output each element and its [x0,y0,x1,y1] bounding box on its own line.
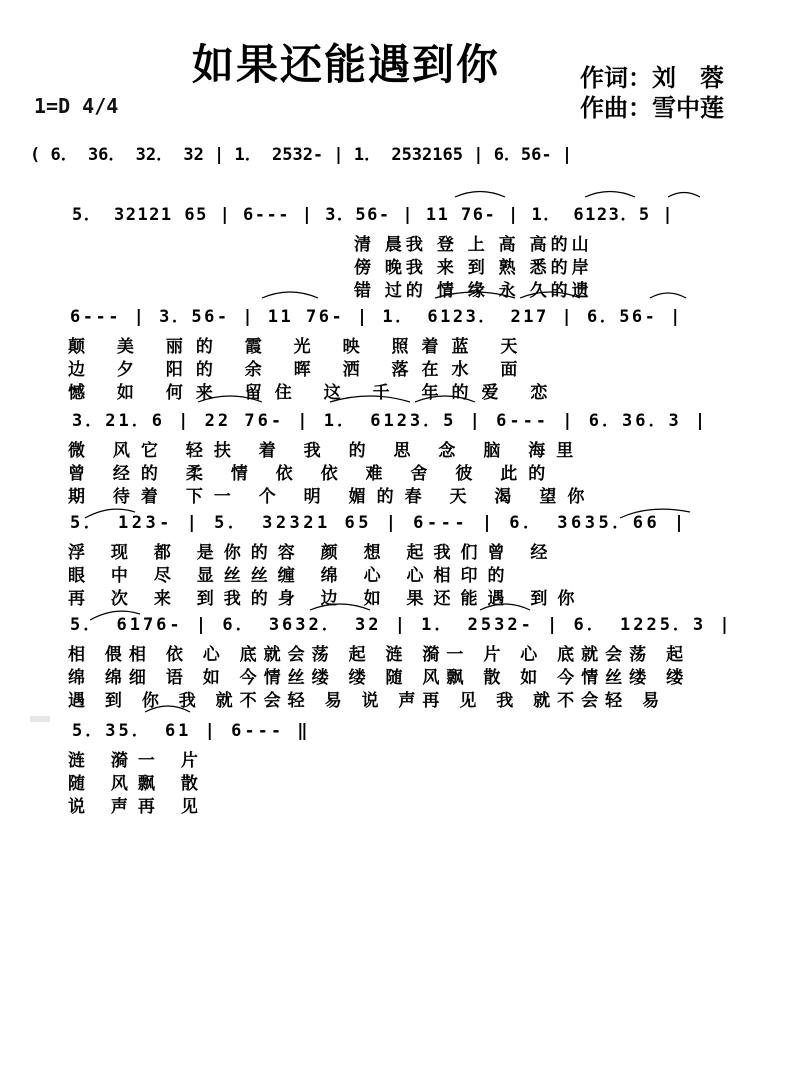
lyric-line: 说 声再 见 [68,797,208,817]
lyric-line: 错 过的 情 缘 永 久的遗 [354,281,593,301]
slur [455,192,505,198]
composer-credit: 作曲：雪中莲 [580,94,724,122]
song-title: 如果还能遇到你 [192,40,501,89]
lyric-line: 期 待着 下一 个 明 媚的春 天 渴 望你 [68,487,596,507]
notation-line: 5． 6176- | 6． 3632． 32 | 1． 2532- | 6． 1225．3 | [70,615,733,635]
lyric-line: 傍 晚我 来 到 熟 悉的岸 [354,258,593,278]
lyricist-credit: 作词：刘 蓉 [580,64,724,92]
lyric-line: 相 偎相 依 心 底就会荡 起 涟 漪一 片 心 底就会荡 起 [68,645,691,665]
lyric-line: 遇 到 你 我 就不会轻 易 说 声再 见 我 就不会轻 易 [68,691,667,711]
slur [585,192,635,198]
notation-line: ( 6． 36． 32． 32 | 1． 2532- | 1． 2532165 | 6．56- | [30,145,573,165]
scan-smudge [30,716,50,722]
lyric-line: 眼 中 尽 显丝丝缠 绵 心 心相印的 [68,566,515,586]
lyric-line: 绵 绵细 语 如 今情丝缕 缕 随 风飘 散 如 今情丝缕 缕 [68,668,691,688]
lyric-line: 再 次 来 到我的身 边 如 果还能遇 到你 [68,589,585,609]
slur [650,293,686,298]
notation-line: 5．35． 61 | 6--- ‖ [72,721,311,741]
lyric-line: 随 风飘 散 [68,774,208,794]
key-signature: 1=D 4/4 [34,94,119,118]
lyric-line: 憾 如 何来 留住 这 千 年的爱 恋 [68,383,561,403]
lyric-line: 曾 经的 柔 情 依 依 难 舍 彼 此的 [68,464,557,484]
lyric-line: 涟 漪一 片 [68,751,208,771]
lyric-line: 微 风它 轻扶 着 我 的 思 念 脑 海里 [68,441,585,461]
slur [262,292,318,298]
notation-line: 5． 32121 65 | 6--- | 3．56- | 11 76- | 1． 6123．5 | [72,205,675,225]
lyric-line: 边 夕 阳的 余 晖 洒 落在水 面 [68,360,531,380]
lyric-line: 颠 美 丽的 霞 光 映 照着蓝 天 [68,337,531,357]
notation-line: 6--- | 3．56- | 11 76- | 1． 6123． 217 | 6．56- | [70,307,683,327]
lyric-line: 浮 现 都 是你的容 颜 想 起我们曾 经 [68,543,558,563]
notation-line: 5． 123- | 5． 32321 65 | 6--- | 6． 3635．66 | [70,513,688,533]
slur [668,193,700,198]
lyric-line: 清 晨我 登 上 高 高的山 [354,235,593,255]
notation-line: 3．21．6 | 22 76- | 1． 6123．5 | 6--- | 6．36．3 | [72,411,709,431]
